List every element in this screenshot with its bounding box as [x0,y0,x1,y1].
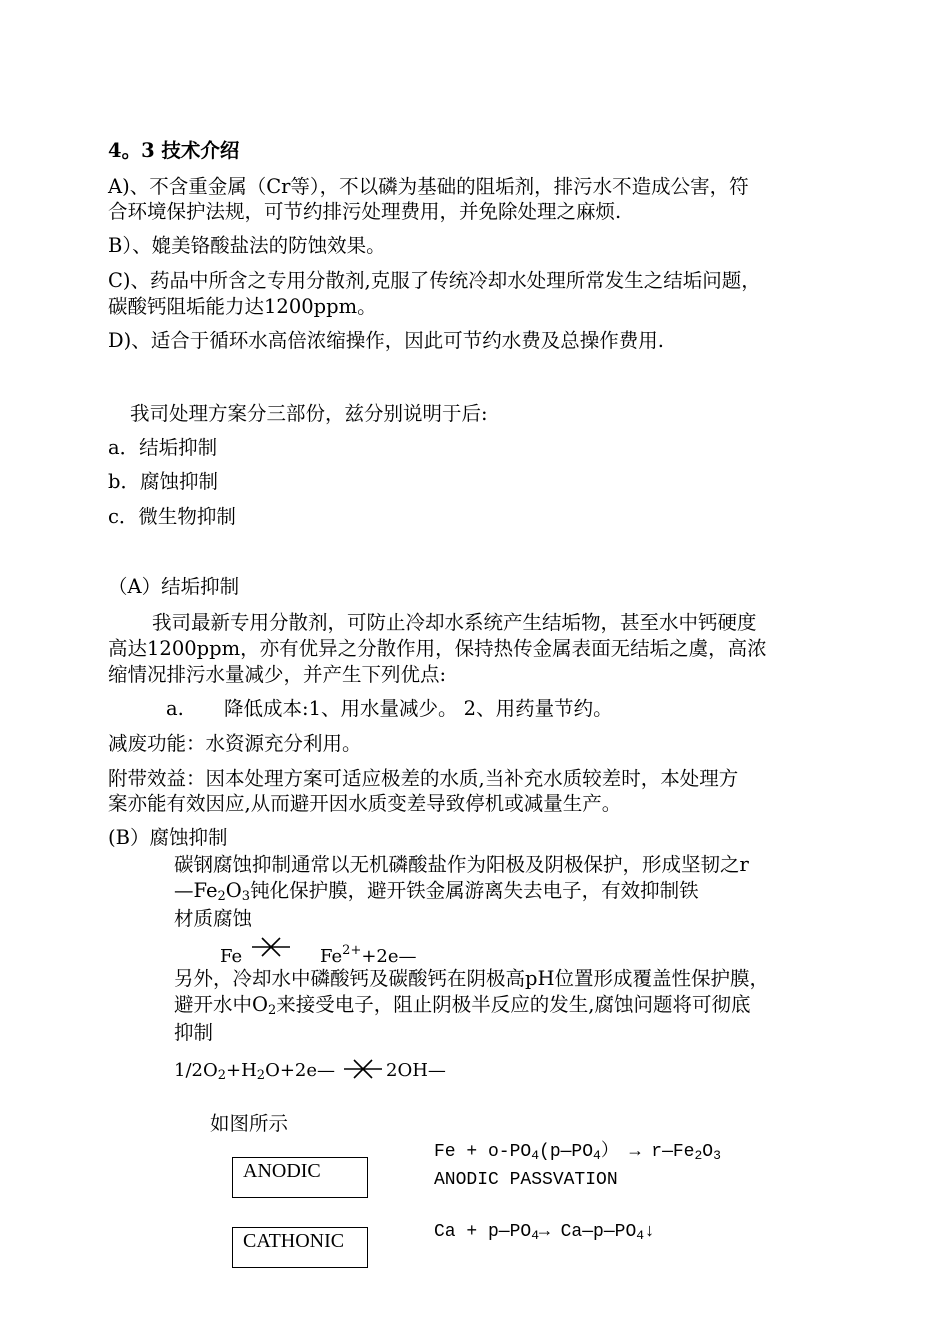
section-b-title: (B）腐蚀抑制 [108,826,228,849]
plan-intro: 我司处理方案分三部份，兹分别说明于后: [130,402,488,425]
section-b-para1-line2: $—Fe_2O_3$钝化保护膜，避开铁金属游离失去电子，有效抑制铁 [174,879,699,904]
section-a-para-line2: 高达1200ppm，亦有优异之分散作用，保持热传金属表面无结垢之虞，高浓 [108,637,767,660]
plan-item-a: a．结垢抑制 [108,436,218,459]
section-b-para1-line1: 碳钢腐蚀抑制通常以无机磷酸盐作为阳极及阴极保护，形成坚韧之r [174,853,749,876]
section-a-title: （A）结垢抑制 [108,575,240,598]
section-b-para2-line1: 另外，冷却水中磷酸钙及碳酸钙在阴极高pH位置形成覆盖性保护膜， [174,967,769,990]
feature-a-line2: 合环境保护法规，可节约排污处理费用，并免除处理之麻烦. [108,200,622,223]
plan-item-c: c．微生物抑制 [108,505,236,528]
section-a-benefit-line1: 附带效益：因本处理方案可适应极差的水质,当补充水质较差时，本处理方 [108,767,739,790]
feature-d: D)、适合于循环水高倍浓缩操作，因此可节约水费及总操作费用. [108,329,664,352]
eq2-right: 2OH— [386,1060,446,1081]
eq1-left: Fe [220,946,243,967]
figure-caption: 如图所示 [210,1112,289,1135]
section-a-waste: 减废功能：水资源充分利用。 [108,732,362,755]
feature-c-line2: 碳酸钙阻垢能力达1200ppm。 [108,295,377,318]
section-b-para1-line3: 材质腐蚀 [174,907,253,930]
cathonic-box: CATHONIC [232,1227,368,1268]
section-b-para2-line3: 抑制 [174,1021,214,1044]
section-heading: 4。3 技术介绍 [108,139,240,162]
crossed-arrow-icon [250,936,292,958]
cathonic-equation: $Ca + p—PO_4\to$ $Ca—p—PO_4↓$ [434,1222,655,1243]
section-a-para-line1: 我司最新专用分散剂，可防止冷却水系统产生结垢物，甚至水中钙硬度 [152,611,757,634]
section-a-para-line3: 缩情况排污水量减少，并产生下列优点: [108,663,447,686]
feature-c-line1: C)、药品中所含之专用分散剂,克服了传统冷却水处理所常发生之结垢问题， [108,269,761,292]
section-b-para2-line2: 避开水中$O_2$来接受电子，阻止阴极半反应的发生,腐蚀问题将可彻底 [174,993,751,1018]
feature-a-line1: A)、不含重金属（Cr等），不以磷为基础的阻垢剂，排污水不造成公害，符 [108,175,749,198]
anodic-passivation-label: ANODIC PASSVATION [434,1170,618,1190]
anodic-equation: $Fe + o-PO_4(p—PO_4)$ → $r—Fe_2O_3$ [434,1142,721,1163]
section-a-item-marker: a. [166,697,184,720]
section-a-item-text: 降低成本:1、用水量减少。 2、用药量节约。 [224,697,613,720]
section-a-benefit-line2: 案亦能有效因应,从而避开因水质变差导致停机或减量生产。 [108,792,622,815]
crossed-arrow-icon [342,1058,384,1080]
anodic-box: ANODIC [232,1157,368,1198]
eq1-right: $Fe^{2+}+2e—$ [320,943,417,967]
feature-b: B）、媲美铬酸盐法的防蚀效果。 [108,234,386,257]
eq2-left: $1/2O_2+H_2O+2e—$ [174,1060,336,1083]
plan-item-b: b．腐蚀抑制 [108,470,218,493]
